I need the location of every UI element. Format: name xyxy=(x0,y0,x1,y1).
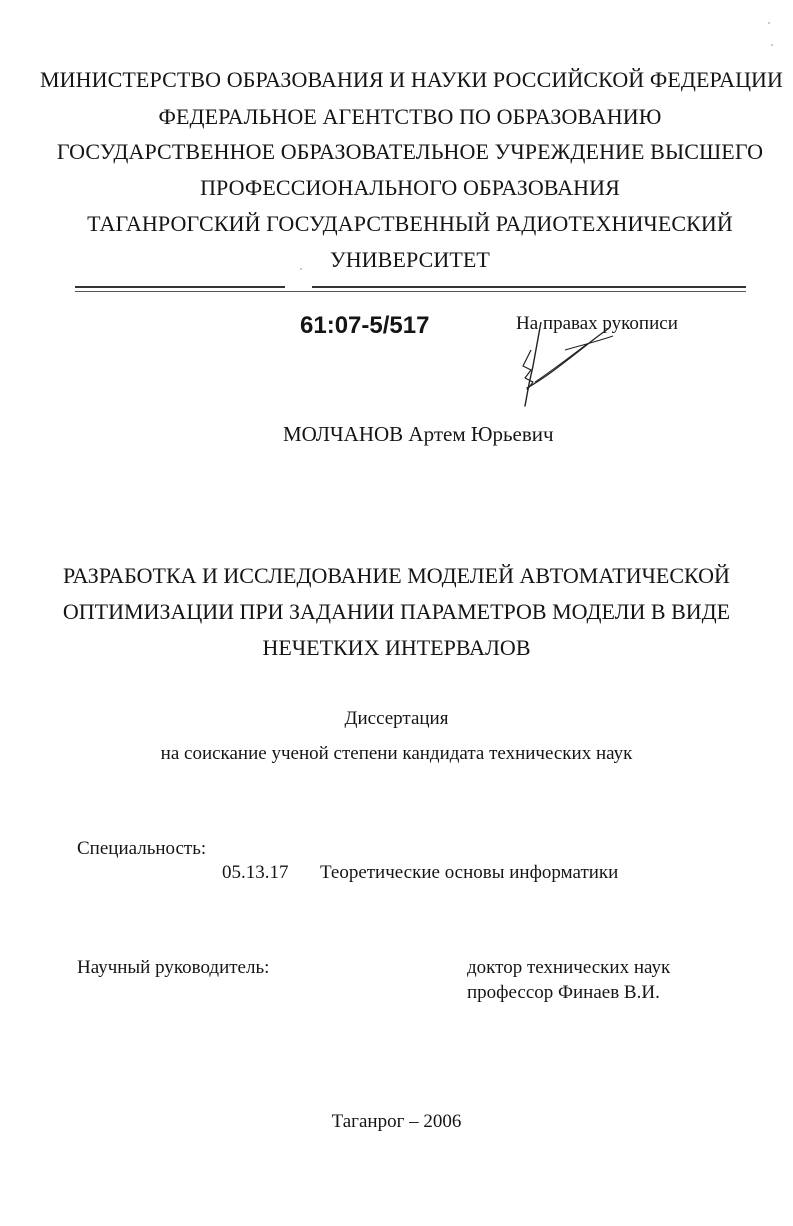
header-line-university-name: ТАГАНРОГСКИЙ ГОСУДАРСТВЕННЫЙ РАДИОТЕХНИЧЕСКИЙ xyxy=(87,211,733,236)
scan-speck xyxy=(768,22,770,24)
header-line-university: УНИВЕРСИТЕТ xyxy=(330,247,490,272)
signature xyxy=(505,322,615,414)
specialty-label: Специальность: xyxy=(77,838,207,859)
dissertation-title-line: РАЗРАБОТКА И ИССЛЕДОВАНИЕ МОДЕЛЕЙ АВТОМАТИЧЕСКОЙ xyxy=(63,563,730,588)
header-rule-right xyxy=(312,286,746,288)
scan-speck xyxy=(771,44,773,46)
header-line-education-level: ПРОФЕССИОНАЛЬНОГО ОБРАЗОВАНИЯ xyxy=(200,175,620,200)
manuscript-rights-note: На правах рукописи xyxy=(516,313,678,334)
work-type: Диссертация xyxy=(344,708,449,729)
supervisor-label: Научный руководитель: xyxy=(77,957,270,978)
header-line-agency: ФЕДЕРАЛЬНОЕ АГЕНТСТВО ПО ОБРАЗОВАНИЮ xyxy=(158,104,662,129)
supervisor-degree: доктор технических наук xyxy=(467,957,671,978)
dissertation-title-line: ОПТИМИЗАЦИИ ПРИ ЗАДАНИИ ПАРАМЕТРОВ МОДЕЛИ В ВИДЕ xyxy=(62,599,731,624)
supervisor-name: профессор Финаев В.И. xyxy=(467,982,660,1003)
specialty-code: 05.13.17 xyxy=(222,862,289,883)
dissertation-title-line: НЕЧЕТКИХ ИНТЕРВАЛОВ xyxy=(262,635,531,660)
scan-speck xyxy=(300,268,302,270)
header-line-institution: ГОСУДАРСТВЕННОЕ ОБРАЗОВАТЕЛЬНОЕ УЧРЕЖДЕНИЕ ВЫСШЕГО xyxy=(56,139,764,164)
header-rule-left xyxy=(75,286,285,288)
author-name: МОЛЧАНОВ Артем Юрьевич xyxy=(283,422,554,446)
header-line-ministry: МИНИСТЕРСТВО ОБРАЗОВАНИЯ И НАУКИ РОССИЙСКОЙ ФЕДЕРАЦИИ xyxy=(40,67,784,92)
place-and-year: Таганрог – 2006 xyxy=(331,1111,462,1132)
degree-sought: на соискание ученой степени кандидата технических наук xyxy=(160,743,633,764)
catalog-code: 61:07-5/517 xyxy=(300,312,430,339)
specialty-name: Теоретические основы информатики xyxy=(320,862,619,883)
header-rule-thin xyxy=(75,291,746,292)
